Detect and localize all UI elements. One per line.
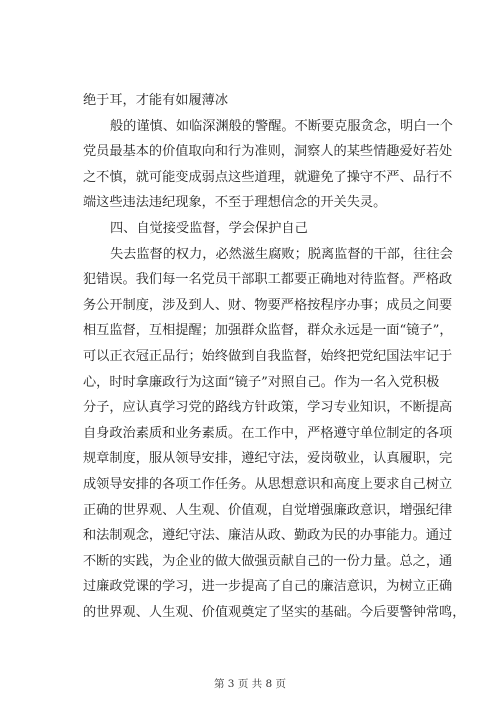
text-line: 般的谨慎、如临深渊般的警醒。不断要克服贪念，明白一个 — [110, 118, 453, 134]
text-line: 之不慎，就可能变成弱点这些道理，就避免了操守不严、品行不 — [83, 169, 453, 185]
text-line: 过廉政党课的学习，进一步提高了自己的廉洁意识，为树立正确 — [83, 579, 453, 595]
text-line: 务公开制度，涉及到人、财、物要严格按程序办事；成员之间要 — [83, 297, 453, 313]
text-line: 端这些违法违纪现象，不至于理想信念的开关失灵。 — [83, 195, 387, 211]
text-line: 绝于耳，才能有如履薄冰 — [83, 93, 229, 108]
text-line: 可以正衣冠正品行；始终做到自我监督，始终把党纪国法牢记于 — [83, 348, 453, 364]
text-line: 犯错误。我们每一名党员干部职工都要正确地对待监督。严格政 — [83, 272, 453, 288]
page-number-footer: 第 3 页 共 8 页 — [213, 678, 287, 690]
text-line: 失去监督的权力，必然滋生腐败；脱离监督的干部，往往会 — [110, 246, 453, 262]
text-line: 正确的世界观、人生观、价值观，自觉增强廉政意识，增强纪律 — [83, 502, 453, 518]
section-heading: 四、自觉接受监督，学会保护自己 — [110, 220, 308, 236]
text-line: 相互监督，互相提醒；加强群众监督，群众永远是一面“镜子”， — [83, 323, 453, 339]
text-line: 和法制观念，遵纪守法、廉洁从政、勤政为民的办事能力。通过 — [83, 528, 453, 544]
text-line: 成领导安排的各项工作任务。从思想意识和高度上要求自己树立 — [83, 476, 453, 492]
text-line: 党员最基本的价值取向和行为准则，洞察人的某些情趣爱好若处 — [83, 144, 453, 160]
text-line: 规章制度，服从领导安排，遵纪守法，爱岗敬业，认真履职，完 — [83, 451, 453, 467]
text-line: 心，时时拿廉政行为这面“镜子”对照自己。作为一名入党积极 — [83, 374, 440, 390]
text-line: 分子，应认真学习党的路线方针政策，学习专业知识，不断提高 — [83, 400, 453, 416]
text-line: 不断的实践，为企业的做大做强贡献自己的一份力量。总之，通 — [83, 553, 453, 569]
text-line: 的世界观、人生观、价值观奠定了坚实的基础。今后要警钟常鸣， — [83, 604, 466, 620]
body-text — [83, 88, 466, 625]
text-line: 自身政治素质和业务素质。在工作中，严格遵守单位制定的各项 — [83, 425, 453, 441]
